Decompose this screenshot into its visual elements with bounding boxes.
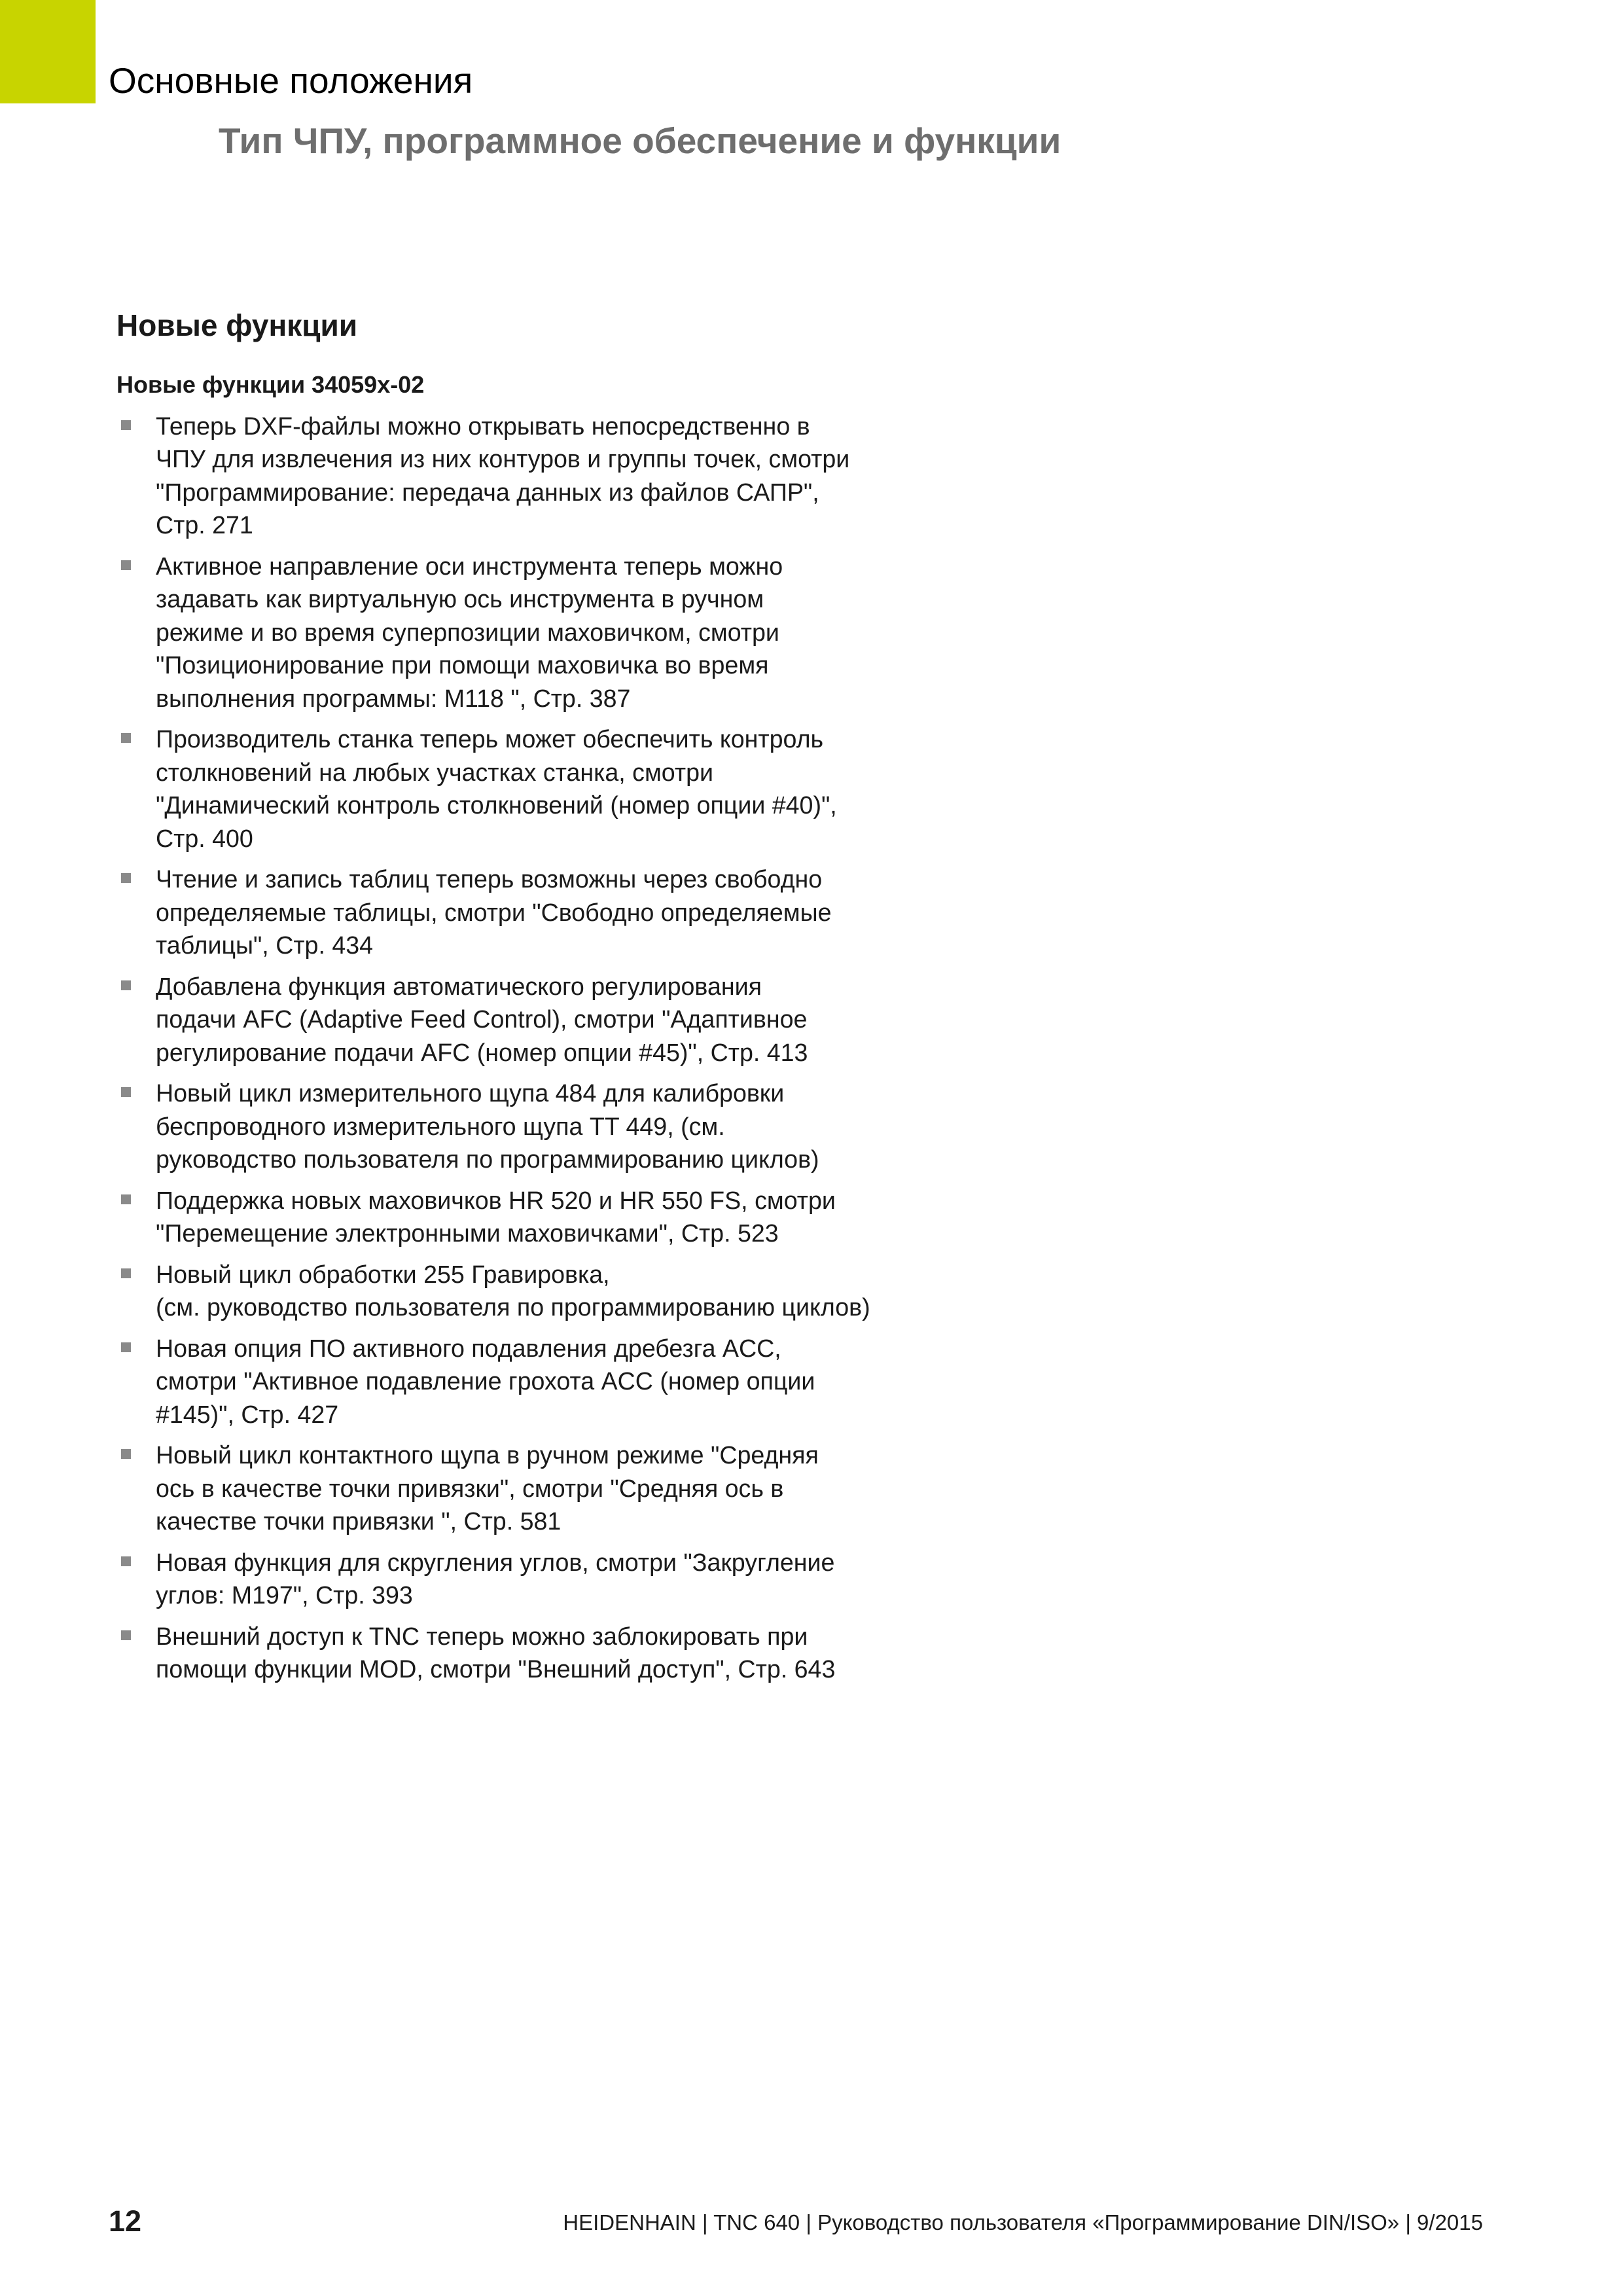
list-item-line: Активное направление оси инструмента теперь можно [156, 552, 783, 580]
list-item-line: ось в качестве точки привязки", смотри "Средняя ось в [156, 1474, 784, 1502]
bullet-square-icon [121, 1194, 131, 1204]
page-number: 12 [109, 2204, 142, 2238]
list-item-line: ЧПУ для извлечения из них контуров и группы точек, смотри [156, 445, 850, 473]
list-item-line: Стр. 271 [156, 511, 253, 539]
list-item-line: Чтение и запись таблиц теперь возможны через свободно [156, 865, 823, 893]
content-heading: Новые функции [116, 308, 358, 342]
list-item-line: Стр. 400 [156, 824, 253, 852]
chapter-color-tab [0, 0, 96, 103]
footer-text: HEIDENHAIN | TNC 640 | Руководство пользователя «Программирование DIN/ISO» | 9/2015 [563, 2210, 1483, 2234]
bullet-square-icon [121, 733, 131, 743]
list-item-line: "Программирование: передача данных из файлов САПР", [156, 478, 819, 506]
list-item-line: #145)", Стр. 427 [156, 1400, 339, 1428]
list-item-line: углов: M197", Стр. 393 [156, 1581, 413, 1609]
list-item-line: подачи AFC (Adaptive Feed Control), смотри "Адаптивное [156, 1005, 808, 1033]
list-item-line: Производитель станка теперь может обеспечить контроль [156, 725, 824, 753]
list-item-line: руководство пользователя по программированию циклов) [156, 1145, 819, 1174]
chapter-title: Основные положения [109, 60, 473, 101]
list-item [116, 1439, 967, 1538]
list-item [116, 970, 967, 1069]
bullet-square-icon [121, 1087, 131, 1097]
list-item [116, 1077, 967, 1176]
bullet-square-icon [121, 420, 131, 430]
list-item [116, 410, 967, 542]
bullet-square-icon [121, 873, 131, 883]
list-item-line: таблицы", Стр. 434 [156, 931, 374, 960]
bullet-square-icon [121, 1630, 131, 1640]
list-item [116, 550, 967, 715]
list-item-line: Новый цикл обработки 255 Гравировка, [156, 1260, 610, 1288]
list-item-line: "Перемещение электронными маховичками", Стр. 523 [156, 1219, 779, 1247]
list-item [116, 1184, 967, 1250]
list-item-line: столкновений на любых участках станка, смотри [156, 758, 713, 786]
list-item [116, 1258, 967, 1324]
bullet-square-icon [121, 1268, 131, 1278]
list-item-line: Новая функция для скругления углов, смотри "Закругление [156, 1548, 835, 1576]
list-item-line: Добавлена функция автоматического регулирования [156, 972, 762, 1000]
section-title: Тип ЧПУ, программное обеспечение и функции [219, 120, 1061, 161]
list-item-line: определяемые таблицы, смотри "Свободно определяемые [156, 898, 832, 926]
bullet-square-icon [121, 980, 131, 990]
list-item-line: Новый цикл измерительного щупа 484 для калибровки [156, 1079, 785, 1107]
list-item-line: Поддержка новых маховичков HR 520 и HR 550 FS, смотри [156, 1186, 836, 1214]
feature-list [116, 410, 967, 1686]
list-item-line: качестве точки привязки ", Стр. 581 [156, 1507, 562, 1535]
list-item-line: Внешний доступ к TNC теперь можно заблокировать при [156, 1622, 808, 1650]
list-item-line: "Динамический контроль столкновений (номер опции #40)", [156, 791, 837, 819]
list-item-line: Новая опция ПО активного подавления дребезга ACC, [156, 1334, 781, 1362]
list-item-line: Теперь DXF-файлы можно открывать непосредственно в [156, 412, 810, 440]
list-item-line: беспроводного измерительного щупа TT 449, (см. [156, 1112, 725, 1140]
bullet-square-icon [121, 1342, 131, 1352]
list-item-line: режиме и во время суперпозиции маховичком, смотри [156, 618, 779, 646]
bullet-square-icon [121, 1449, 131, 1459]
main-content [116, 308, 967, 1694]
content-subheading: Новые функции 34059x-02 [116, 371, 425, 399]
list-item-line: задавать как виртуальную ось инструмента в ручном [156, 585, 764, 613]
list-item [116, 1332, 967, 1431]
list-item [116, 863, 967, 962]
list-item-line: (см. руководство пользователя по программированию циклов) [156, 1293, 870, 1321]
list-item-line: "Позиционирование при помощи маховичка во время [156, 651, 769, 679]
list-item-line: регулирование подачи AFC (номер опции #45)", Стр. 413 [156, 1038, 808, 1066]
list-item-line: Новый цикл контактного щупа в ручном режиме "Средняя [156, 1441, 819, 1469]
list-item-line: смотри "Активное подавление грохота ACC (номер опции [156, 1367, 815, 1395]
list-item [116, 1620, 967, 1686]
bullet-square-icon [121, 560, 131, 570]
list-item [116, 1546, 967, 1612]
list-item-line: помощи функции MOD, смотри "Внешний доступ", Стр. 643 [156, 1655, 836, 1683]
list-item-line: выполнения программы: M118 ", Стр. 387 [156, 684, 631, 712]
list-item [116, 723, 967, 855]
bullet-square-icon [121, 1556, 131, 1566]
